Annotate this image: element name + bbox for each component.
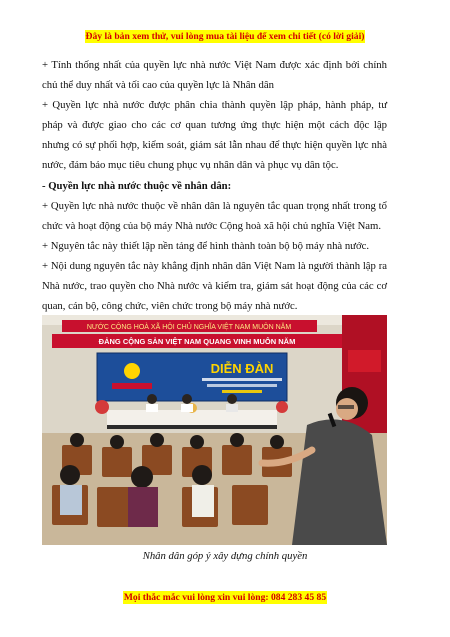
contact-text: Mọi thắc mắc vui lòng xin vui lòng: 084 283 45 85 — [123, 592, 327, 603]
photo-board-title: DIỄN ĐÀN — [210, 361, 274, 376]
document-body — [42, 55, 387, 316]
photo-caption: Nhân dân góp ý xây dựng chính quyền — [142, 550, 308, 562]
paragraph: + Quyền lực nhà nước thuộc về nhân dân là nguyên tắc quan trọng nhất trong tổ chức và hoạt động của bộ máy Nhà nước Cộng hoà xã hội chủ nghĩa Việt Nam. — [42, 199, 387, 232]
preview-notice-banner — [0, 26, 450, 44]
paragraph: + Nguyên tắc này thiết lập nền tảng để hình thành toàn bộ bộ máy nhà nước. — [42, 239, 370, 252]
contact-footer — [0, 587, 450, 605]
photo-banner-main: ĐẢNG CỘNG SẢN VIỆT NAM QUANG VINH MUÔN NĂM — [98, 337, 296, 346]
meeting-photo — [42, 315, 387, 545]
photo-banner-top: NƯỚC CỘNG HOÀ XÃ HỘI CHỦ NGHĨA VIỆT NAM MUÔN NĂM — [86, 324, 292, 331]
paragraph: + Nội dung nguyên tắc này khẳng định nhân dân Việt Nam là người thành lập ra Nhà nước, trao quyền cho Nhà nước và kiểm tra, giám sát hoạt động của các cơ quan, cán bộ, công chức, viên chức trong bộ máy nhà nước. — [42, 259, 387, 313]
paragraph: + Quyền lực nhà nước được phân chia thành quyền lập pháp, hành pháp, tư pháp và được giao cho các cơ quan tương ứng thực hiện một cách độc lập nhưng có sự phối hợp, kiểm soát, giám sát lẫn nhau để thực hiện quyền lực nhà nước, đảm bảo mục tiêu chung phục vụ nhân dân và phục vụ dân tộc. — [42, 99, 387, 172]
preview-notice-text: Đây là bản xem thử, vui lòng mua tài liệu để xem chi tiết (có lời giải) — [85, 31, 365, 42]
section-heading: - Quyền lực nhà nước thuộc về nhân dân: — [42, 179, 232, 192]
paragraph: + Tính thống nhất của quyền lực nhà nước Việt Nam được xác định bởi chính chủ thể duy nhất và tối cao của quyền lực là Nhân dân — [42, 59, 387, 92]
